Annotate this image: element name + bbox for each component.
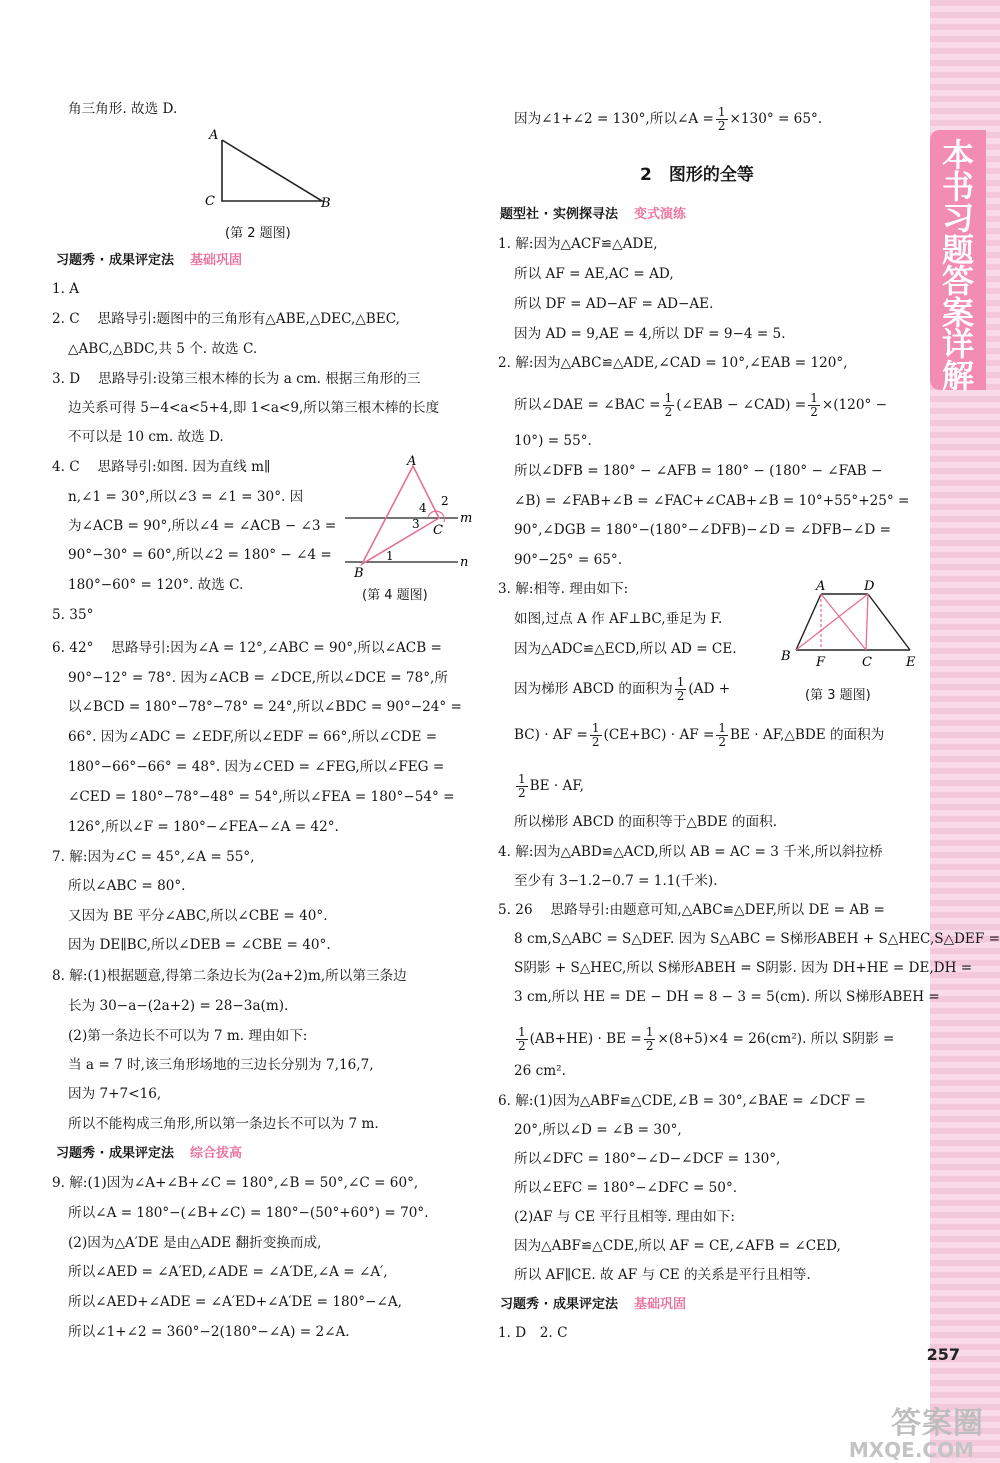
text-line: 因为 7+7<16, <box>68 1086 162 1102</box>
fig2-label-A: A <box>209 128 219 143</box>
text-line: (2)第一条边长不可以为 7 m. 理由如下: <box>68 1028 308 1044</box>
section-header <box>56 1145 242 1163</box>
fraction: $\frac{1}{2}$ <box>518 1025 526 1053</box>
fraction: $\frac{1}{2}$ <box>676 675 685 703</box>
fig4-label-m: m <box>460 511 473 526</box>
text-line: 2. C 思路导引:题图中的三角形有△ABE,△DEC,△BEC, <box>52 311 400 327</box>
section-title: 2 图形的全等 <box>640 165 754 185</box>
page-number: 257 <box>926 1345 960 1364</box>
text-line: 20°,所以∠D = ∠B = 30°, <box>514 1122 682 1138</box>
text-line: 10°) = 55°. <box>514 433 592 449</box>
fig2-label-B: B <box>321 196 331 211</box>
header-name: 习题秀 · 成果评定法 <box>56 1146 174 1161</box>
fraction: $\frac{1}{2}$ <box>810 391 818 419</box>
fraction: $\frac{1}{2}$ <box>591 721 600 749</box>
text-line: 6. 42° 思路导引:因为∠A = 12°,∠ABC = 90°,所以∠ACB = <box>52 640 442 656</box>
text-line: 因为△ABF≌△CDE,所以 AF = CE,∠AFB = ∠CED, <box>514 1238 841 1254</box>
text-line: 当 a = 7 时,该三角形场地的三边长分别为 7,16,7, <box>68 1057 374 1073</box>
text-line: n,∠1 = 30°,所以∠3 = ∠1 = 30°. 因 <box>68 489 304 505</box>
text-line: (2)因为△A′DE 是由△ADE 翻折变换而成, <box>68 1235 322 1251</box>
text-line: 角三角形. 故选 D. <box>68 101 178 117</box>
text-line: 因为 AD = 9,AE = 4,所以 DF = 9−4 = 5. <box>514 326 786 342</box>
fig4-label-4: 4 <box>419 501 427 515</box>
text-line: 所以∠DFB = 180° − ∠AFB = 180° − (180° − ∠FAB − <box>514 463 883 479</box>
header-tag: 基础巩固 <box>634 1297 687 1312</box>
fig4-label-1: 1 <box>386 549 394 563</box>
text-line: 不可以是 10 cm. 故选 D. <box>68 429 224 445</box>
text-line: 8 cm,S△ABC = S△DEF. 因为 S△ABC = S梯形ABEH + S△HEC,S△DEF = <box>514 931 1000 947</box>
text-line: 180°−60° = 120°. 故选 C. <box>68 577 244 593</box>
fig3-label-E: E <box>906 655 916 670</box>
text-line: 所以 AF∥CE. 故 AF 与 CE 的关系是平行且相等. <box>514 1267 811 1283</box>
fig3-label-C: C <box>862 655 872 670</box>
figure-q4 <box>340 452 480 587</box>
text-line: 长为 30−a−(2a+2) = 28−3a(m). <box>68 998 289 1014</box>
text-line: 3. 解:相等. 理由如下: <box>498 581 629 597</box>
text-line: 所以∠A = 180°−(∠B+∠C) = 180°−(50°+60°) = 70°. <box>68 1205 429 1221</box>
text-line: 所以∠AED+∠ADE = ∠A′ED+∠A′DE = 180°−∠A, <box>68 1294 402 1310</box>
text-line: 又因为 BE 平分∠ABC,所以∠CBE = 40°. <box>68 908 328 924</box>
header-tag: 综合拔高 <box>190 1146 243 1161</box>
text-line: 90°−25° = 65°. <box>514 552 623 568</box>
text-line: 8. 解:(1)根据题意,得第二条边长为(2a+2)m,所以第三条边 <box>52 968 407 984</box>
text-line: 126°,所以∠F = 180°−∠FEA−∠A = 42°. <box>68 819 339 835</box>
text-line: 2. 解:因为△ABC≌△ADE,∠CAD = 10°,∠EAB = 120°, <box>498 355 848 371</box>
fig3-label-A: A <box>816 579 826 594</box>
answer-5: 5. 35° <box>52 607 94 623</box>
text-line: ∠CED = 180°−78°−48° = 54°,所以∠FEA = 180°−54° = <box>68 789 455 805</box>
text-line: 6. 解:(1)因为△ABF≌△CDE,∠B = 30°,∠BAE = ∠DCF = <box>498 1093 866 1109</box>
fig4-label-n: n <box>460 555 469 570</box>
text-line: 所以 AF = AE,AC = AD, <box>514 266 674 282</box>
side-title: 本书习题答案详解 <box>941 136 974 395</box>
text-line: 66°. 因为∠ADC = ∠EDF,所以∠EDF = 66°,所以∠CDE = <box>68 729 438 745</box>
text-line: 所以∠ABC = 80°. <box>68 878 186 894</box>
text-line: 所以 DF = AD−AF = AD−AE. <box>514 296 714 312</box>
section-header <box>500 1296 686 1314</box>
text-line: 180°−66°−66° = 48°. 因为∠CED = ∠FEG,所以∠FEG = <box>68 759 445 775</box>
header-name: 习题秀 · 成果评定法 <box>500 1297 618 1312</box>
text-line: 所以∠EFC = 180°−∠DFC = 50°. <box>514 1180 738 1196</box>
header-name: 习题秀 · 成果评定法 <box>56 253 174 268</box>
text-line: 为∠ACB = 90°,所以∠4 = ∠ACB − ∠3 = <box>68 518 337 534</box>
figure-q2 <box>195 125 345 215</box>
text-line: 因为△ADC≌△ECD,所以 AD = CE. <box>514 641 737 657</box>
text-line: 90°,∠DGB = 180°−(180°−∠DFB)−∠D = ∠DFB−∠D = <box>514 522 891 538</box>
text-line: 因为∠1+∠2 = 130°,所以∠A = $\frac{1}{2}$ ×130° = 65°. <box>514 105 823 133</box>
section-header <box>56 252 242 270</box>
text-line: BC) · AF = $\frac{1}{2}$ (CE+BC) · AF = $\frac{1}{2}$ BE · AF,△BDE 的面积为 <box>514 721 885 749</box>
text-line: 所以∠AED = ∠A′ED,∠ADE = ∠A′DE,∠A = ∠A′, <box>68 1264 388 1280</box>
fig3-caption: (第 3 题图) <box>805 688 871 703</box>
section-header <box>500 206 686 224</box>
text-line: 所以不能构成三角形,所以第一条边长不可以为 7 m. <box>68 1116 379 1132</box>
text-line: 所以∠1+∠2 = 360°−2(180°−∠A) = 2∠A. <box>68 1324 350 1340</box>
fraction: $\frac{1}{2}$ <box>664 391 673 419</box>
header-tag: 变式演练 <box>634 207 687 222</box>
fig4-label-C: C <box>433 523 443 538</box>
text-line: 7. 解:因为∠C = 45°,∠A = 55°, <box>52 849 255 865</box>
fig2-label-C: C <box>205 194 215 209</box>
watermark-site: MXQE.COM <box>848 1438 974 1462</box>
text-line: 3. D 思路导引:设第三根木棒的长为 a cm. 根据三角形的三 <box>52 371 421 387</box>
text-line: 所以梯形 ABCD 的面积等于△BDE 的面积. <box>514 814 778 830</box>
fig2-caption: (第 2 题图) <box>225 226 291 241</box>
watermark-logo: 答案圈 <box>891 1406 984 1441</box>
text-line: 以∠BCD = 180°−78°−78° = 24°,所以∠BDC = 90°−24° = <box>68 699 462 715</box>
text-line: 因为 DE∥BC,所以∠DEB = ∠CBE = 40°. <box>68 937 331 953</box>
text-line: 3 cm,所以 HE = DE − DH = 8 − 3 = 5(cm). 所以 S梯形ABEH = <box>514 989 940 1005</box>
fig4-label-B: B <box>354 566 364 581</box>
text-line: △ABC,△BDC,共 5 个. 故选 C. <box>68 341 258 357</box>
fig4-label-2: 2 <box>441 494 449 508</box>
header-tag: 基础巩固 <box>190 253 243 268</box>
text-line: ∠B) = ∠FAB+∠B = ∠FAC+∠CAB+∠B = 10°+55°+25° = <box>514 493 910 509</box>
header-name: 题型社 · 实例探寻法 <box>500 207 618 222</box>
fig4-label-3: 3 <box>412 517 420 531</box>
text-line: 如图,过点 A 作 AF⊥BC,垂足为 F. <box>514 611 723 627</box>
text-line: 至少有 3−1.2−0.7 = 1.1(千米). <box>514 873 718 889</box>
fraction: $\frac{1}{2}$ <box>518 772 526 800</box>
text-line: 4. 解:因为△ABD≌△ACD,所以 AB = AC = 3 千米,所以斜拉桥 <box>498 844 883 860</box>
text-line: 所以∠DFC = 180°−∠D−∠DCF = 130°, <box>514 1151 781 1167</box>
text-line: 26 cm². <box>514 1063 566 1079</box>
text-line: 4. C 思路导引:如图. 因为直线 m∥ <box>52 459 271 475</box>
fraction: $\frac{1}{2}$ <box>645 1025 654 1053</box>
text-line: S阴影 + S△HEC,所以 S梯形ABEH = S阴影. 因为 DH+HE = DE,DH = <box>514 960 973 976</box>
text-line: 所以∠DAE = ∠BAC = $\frac{1}{2}$ (∠EAB − ∠CAD) = $\frac{1}{2}$ ×(120° − <box>514 391 887 419</box>
fraction: $\frac{1}{2}$ <box>718 721 727 749</box>
text-line: $\frac{1}{2}$ BE · AF, <box>518 772 584 800</box>
text-line: 1. 解:因为△ACF≌△ADE, <box>498 236 658 252</box>
text-line: 90°−12° = 78°. 因为∠ACB = ∠DCE,所以∠DCE = 78°,所 <box>68 670 448 686</box>
answer-line: 1. D 2. C <box>498 1325 568 1341</box>
fig3-label-F: F <box>816 655 826 670</box>
text-line: $\frac{1}{2}$ (AB+HE) · BE = $\frac{1}{2}$ ×(8+5)×4 = 26(cm²). 所以 S阴影 = <box>518 1025 895 1053</box>
text-line: 5. 26 思路导引:由题意可知,△ABC≌△DEF,所以 DE = AB = <box>498 902 885 918</box>
fraction: $\frac{1}{2}$ <box>717 105 726 133</box>
answer-1: 1. A <box>52 281 80 297</box>
text-line: (2)AF 与 CE 平行且相等. 理由如下: <box>514 1209 735 1225</box>
text-line: 边关系可得 5−4<a<5+4,即 1<a<9,所以第三根木棒的长度 <box>68 400 440 416</box>
fig3-label-D: D <box>864 579 875 594</box>
fig3-label-B: B <box>781 649 791 664</box>
text-line: 因为梯形 ABCD 的面积为 $\frac{1}{2}$ (AD + <box>514 675 731 703</box>
text-line: 9. 解:(1)因为∠A+∠B+∠C = 180°,∠B = 50°,∠C = 60°, <box>52 1175 419 1191</box>
figure-q3 <box>778 578 928 673</box>
text-line: 90°−30° = 60°,所以∠2 = 180° − ∠4 = <box>68 547 332 563</box>
fig4-caption: (第 4 题图) <box>362 588 428 603</box>
fig4-label-A: A <box>407 454 417 469</box>
